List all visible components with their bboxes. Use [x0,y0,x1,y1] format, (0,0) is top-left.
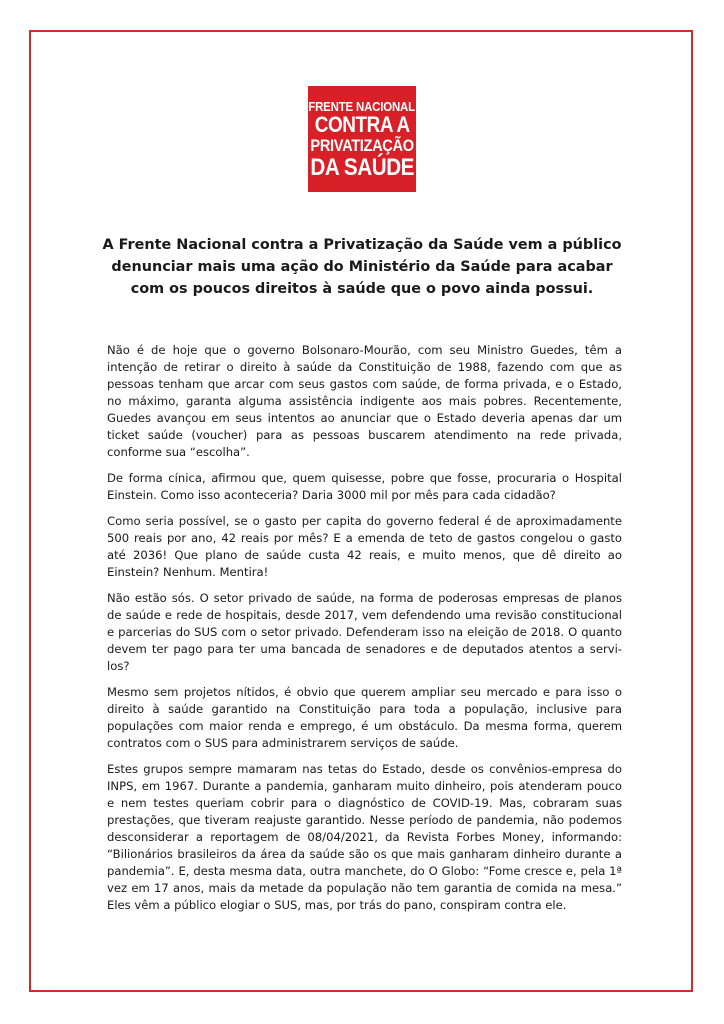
logo-line-1: FRENTE NACIONAL [308,98,416,114]
document-body [107,342,622,923]
logo-line-4: DA SAÚDE [310,153,414,181]
paragraph-4: Não estão sós. O setor privado de saúde, na forma de poderosas empresas de planos de saúde e rede de hospitais, desde 2017, vem defendendo uma revisão constitucional e parcerias do SUS com o setor privado. Defenderam isso na eleição de 2018. O quanto devem ter pago para ter uma bancada de senadores e de deputados atentos a servi-los? [107,591,622,673]
paragraph-6: Estes grupos sempre mamaram nas tetas do Estado, desde os convênios-empresa do INPS, em 1967. Durante a pandemia, ganharam muito dinheiro, pois atenderam pouco e nem testes queriam cobrir para o diagnóstico de COVID-19. Mas, cobraram suas prestações, que tiveram reajuste garantido. Nesse período de pandemia, não podemos desconsiderar a reportagem de 08/04/2021, da Revista Forbes Money, informando: “Bilionários brasileiros da área da saúde são os que mais ganharam dinheiro durante a pandemia”. E, desta mesma data, outra manchete, do O Globo: “Fome cresce e, pela 1ª vez em 17 anos, mais da metade da população não tem garantia de comida na mesa.” Eles vêm a público elogiar o SUS, mas, por trás do pano, conspiram contra ele. [107,762,622,912]
paragraph-2: De forma cínica, afirmou que, quem quisesse, pobre que fosse, procuraria o Hospital Einstein. Como isso aconteceria? Daria 3000 mil por mês para cada cidadão? [107,471,622,502]
paragraph-1: Não é de hoje que o governo Bolsonaro-Mourão, com seu Ministro Guedes, têm a intenção de retirar o direito à saúde da Constituição de 1988, fazendo com que as pessoas tenham que arcar com seus gastos com saúde, de forma privada, e o Estado, no máximo, garanta alguma assistência indigente aos mais pobres. Recentemente, Guedes avançou em seus intentos ao anunciar que o Estado deveria apenas dar um ticket saúde (voucher) para as pessoas buscarem atendimento na rede privada, conforme sua “escolha”. [107,343,622,459]
frente-nacional-logo [308,86,416,192]
logo-line-3: PRIVATIZAÇÃO [310,135,414,155]
logo-line-2: CONTRA A [314,111,410,137]
paragraph-5: Mesmo sem projetos nítidos, é obvio que querem ampliar seu mercado e para isso o direito à saúde garantido na Constituição para toda a população, inclusive para populações com maior renda e emprego, é um obstáculo. Da mesma forma, querem contratos com o SUS para administrarem serviços de saúde. [107,685,622,750]
paragraph-3: Como seria possível, se o gasto per capita do governo federal é de aproximadamente 500 reais por ano, 42 reais por mês? E a emenda de teto de gastos congelou o gasto até 2036! Que plano de saúde custa 42 reais, e muito menos, que dê direito ao Einstein? Nenhum. Mentira! [107,514,622,579]
document-headline: A Frente Nacional contra a Privatização da Saúde vem a público denunciar mais uma ação do Ministério da Saúde para acabar com os poucos direitos à saúde que o povo ainda possui. [102,237,622,297]
